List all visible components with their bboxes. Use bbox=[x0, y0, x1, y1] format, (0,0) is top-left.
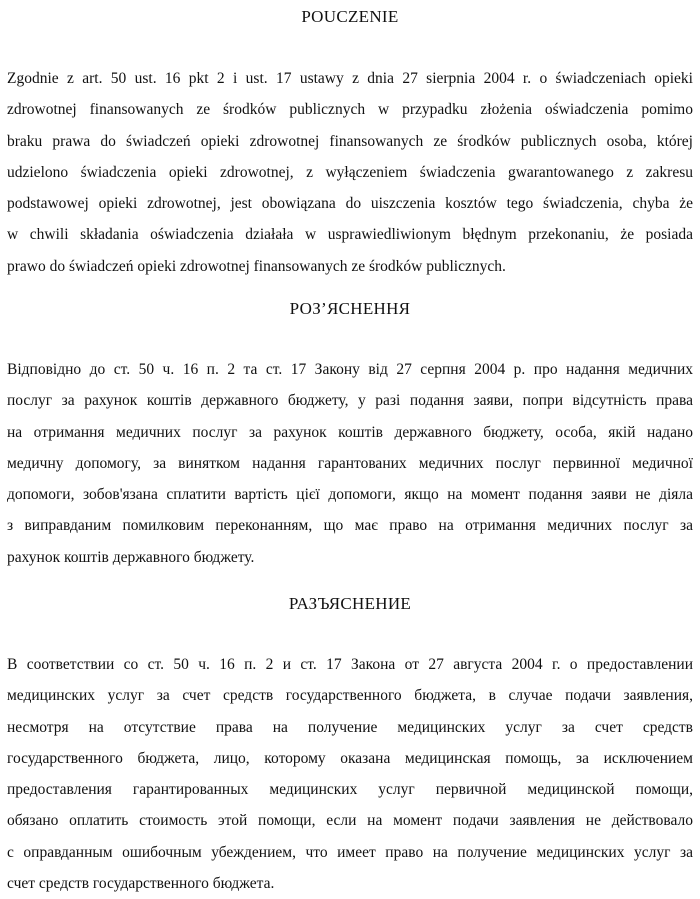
section-heading-russian: РАЗЪЯСНЕНИЕ bbox=[288, 594, 412, 613]
section-body-polish bbox=[7, 63, 693, 282]
body-line: послуг за рахунок коштів державного бюджету, у разі подання заяви, попри відсутність права bbox=[7, 392, 693, 410]
body-line: счет средств государственного бюджета. bbox=[7, 875, 275, 893]
body-line: prawo do świadczeń opieki zdrowotnej finansowanych ze środków publicznych. bbox=[7, 257, 506, 275]
body-line: допомоги, зобов'язана сплатити вартість цієї допомоги, якщо на момент подання заяви не діяла bbox=[7, 486, 693, 504]
body-line: udzielono świadczenia opieki zdrowotnej, z wyłączeniem świadczenia gwarantowanego z zakresu bbox=[7, 163, 693, 181]
body-line: з виправданим помилковим переконанням, що має право на отримання медичних послуг за bbox=[7, 517, 693, 535]
body-line: Відповідно до ст. 50 ч. 16 п. 2 та ст. 17 Закону від 27 серпня 2004 р. про надання медичних bbox=[7, 361, 693, 378]
body-line: медицинских услуг за счет средств государственного бюджета, в случае подачи заявления, bbox=[7, 687, 693, 705]
section-heading-polish: POUCZENIE bbox=[301, 7, 399, 26]
body-line: несмотря на отсутствие права на получение медицинских услуг за счет средств bbox=[7, 718, 693, 736]
body-line: Zgodnie z art. 50 ust. 16 pkt 2 i ust. 17 ustawy z dnia 27 sierpnia 2004 r. o świadczeniach opieki bbox=[7, 70, 693, 87]
section-body-ukrainian bbox=[7, 354, 693, 573]
body-line: podstawowej opieki zdrowotnej, jest obowiązana do uiszczenia kosztów tego świadczenia, chyba że bbox=[7, 195, 693, 213]
body-line: медичну допомогу, за винятком надання гарантованих медичних послуг первинної медичної bbox=[7, 454, 693, 472]
body-line: рахунок коштів державного бюджету. bbox=[7, 548, 255, 566]
section-heading-ukrainian: РОЗ’ЯСНЕННЯ bbox=[289, 299, 411, 318]
body-line: braku prawa do świadczeń opieki zdrowotnej finansowanych ze środków publicznych osoba, której bbox=[7, 132, 693, 150]
body-line: w chwili składania oświadczenia działała w usprawiedliwionym błędnym przekonaniu, że posiada bbox=[7, 226, 693, 244]
body-line: В соответствии со ст. 50 ч. 16 п. 2 и ст. 17 Закона от 27 августа 2004 г. о предоставлении bbox=[7, 656, 693, 673]
body-line: с оправданным ошибочным убеждением, что имеет право на получение медицинских услуг за bbox=[7, 843, 693, 861]
section-body-russian bbox=[7, 649, 693, 899]
body-line: государственного бюджета, лицо, которому оказана медицинская помощь, за исключением bbox=[7, 749, 693, 767]
body-line: предоставления гарантированных медицинских услуг первичной медицинской помощи, bbox=[7, 781, 693, 799]
body-line: на отримання медичних послуг за рахунок коштів державного бюджету, особа, якій надано bbox=[7, 423, 693, 441]
body-line: zdrowotnej finansowanych ze środków publicznych w przypadku złożenia oświadczenia pomimo bbox=[7, 101, 693, 119]
body-line: обязано оплатить стоимость этой помощи, если на момент подачи заявления не действовало bbox=[7, 812, 693, 830]
